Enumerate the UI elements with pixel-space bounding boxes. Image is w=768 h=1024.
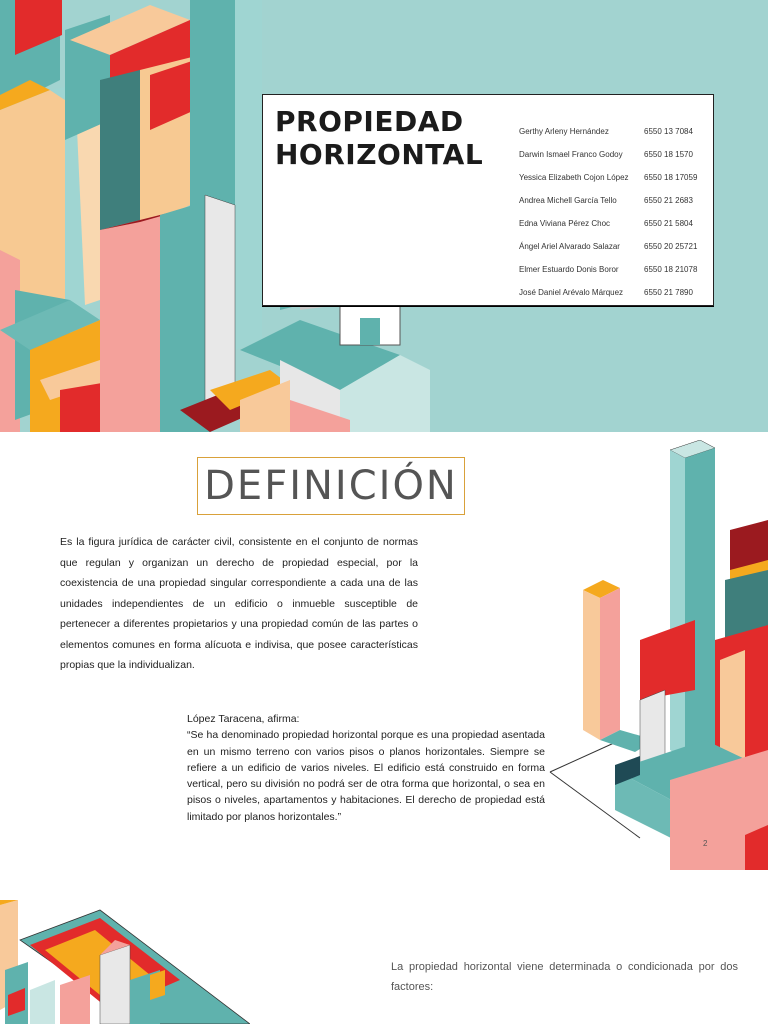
member-id: 6550 18 1570	[644, 150, 693, 159]
member-id: 6550 20 25721	[644, 242, 698, 251]
quote-text: “Se ha denominado propiedad horizontal porque es una propiedad asentada en un mismo terreno con varios pisos o planos horizontales. Siempre se refiere a un edificio de varios niveles. El edificio está construido en forma vertical, pero su división no podrá ser de otra forma que horizontal, o sea en pisos o niveles, apartamentos y habitaciones. El derecho de propiedad está limitado por planos horizontales.”	[187, 729, 545, 823]
member-name: Andrea Michell García Tello	[519, 196, 617, 205]
isometric-building-illustration-right	[545, 440, 768, 870]
member-id: 6550 21 7890	[644, 288, 693, 297]
member-row	[519, 196, 709, 219]
page-number: 2	[703, 839, 708, 848]
factors-intro: La propiedad horizontal viene determinada o condicionada por dos factores:	[391, 961, 738, 993]
member-name: José Daniel Arévalo Márquez	[519, 288, 624, 297]
isometric-city-illustration-bottom	[0, 900, 250, 1024]
member-id: 6550 21 5804	[644, 219, 693, 228]
member-name: Gerthy Arleny Hernández	[519, 127, 609, 136]
definition-heading-box	[197, 457, 465, 515]
member-row	[519, 242, 709, 265]
quote-block	[187, 711, 545, 825]
member-name: Elmer Estuardo Donis Boror	[519, 265, 619, 274]
member-name: Edna Viviana Pérez Choc	[519, 219, 611, 228]
member-list	[519, 127, 709, 311]
document-title: PROPIEDAD HORIZONTAL	[275, 105, 484, 171]
member-row	[519, 288, 709, 311]
member-id: 6550 21 2683	[644, 196, 693, 205]
quote-author: López Taracena, afirma:	[187, 713, 300, 725]
definition-heading: DEFINICIÓN	[204, 463, 458, 509]
member-name: Ángel Ariel Alvarado Salazar	[519, 242, 620, 251]
member-name: Yessica Elizabeth Cojon López	[519, 173, 629, 182]
member-row	[519, 219, 709, 242]
member-id: 6550 18 21078	[644, 265, 698, 274]
member-name: Darwin Ismael Franco Godoy	[519, 150, 623, 159]
cover-section	[0, 0, 768, 432]
member-id: 6550 13 7084	[644, 127, 693, 136]
member-id: 6550 18 17059	[644, 173, 698, 182]
title-card	[262, 94, 714, 306]
member-row	[519, 265, 709, 288]
member-row	[519, 150, 709, 173]
member-row	[519, 173, 709, 196]
definition-body: Es la figura jurídica de carácter civil, consistente en el conjunto de normas que regulan y organizan un derecho de propiedad especial, por la coexistencia de una propiedad singular correspondiente a cada una de las unidades independientes de un edificio o inmueble susceptible de pertenecer a diferentes propietarios y una propiedad común de las partes o elementos comunes en forma alícuota e indivisa, que posee características propias que la individualizan.	[60, 536, 418, 671]
member-row	[519, 127, 709, 150]
